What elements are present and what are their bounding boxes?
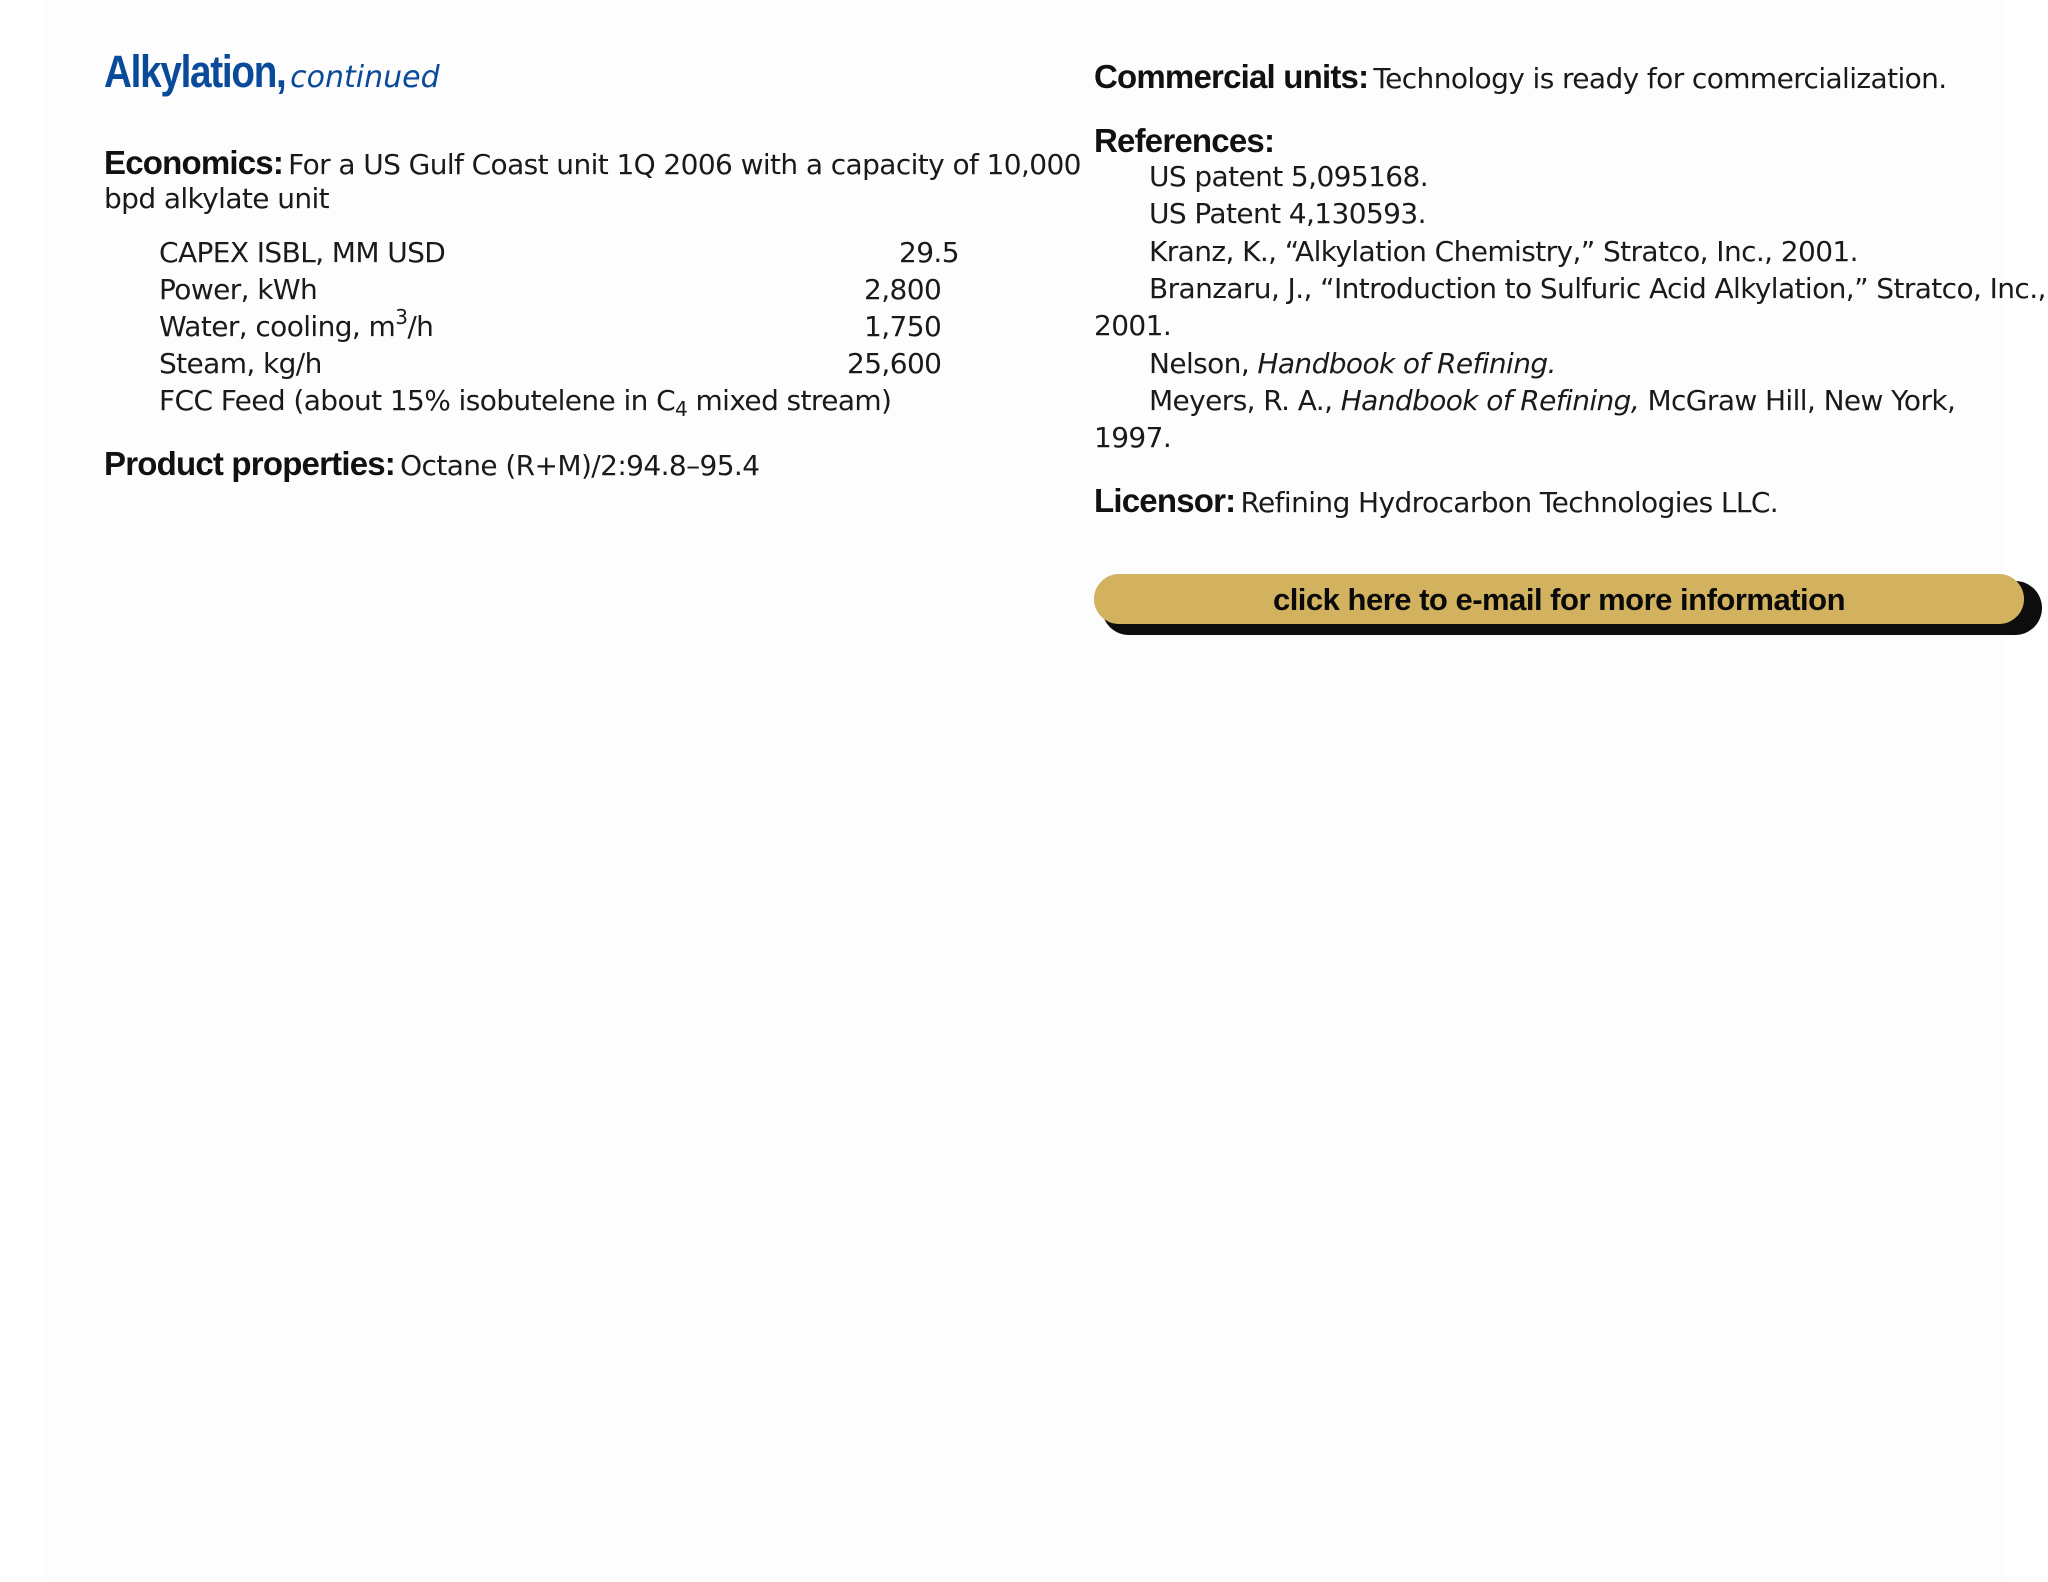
- economics-row-value: 1,750: [864, 310, 942, 343]
- title-continued: continued: [290, 60, 440, 95]
- product-label: Product properties:: [104, 445, 396, 482]
- reference-item: Nelson, Handbook of Refining.: [1149, 347, 1556, 380]
- reference-item: US patent 5,095168.: [1149, 160, 1429, 193]
- economics-row-label: Water, cooling, $m^3/h$: [159, 305, 434, 343]
- reference-item: Branzaru, J., “Introduction to Sulfuric Acid Alkylation,” Stratco, Inc.,: [1149, 272, 2046, 305]
- economics-row-label: Power, kWh: [159, 273, 318, 306]
- economics-row: [159, 305, 1009, 345]
- commercial-text: Technology is ready for commercialization.: [1373, 62, 1947, 95]
- economics-text-1: For a US Gulf Coast unit 1Q 2006 with a capacity of 10,000: [288, 148, 1081, 181]
- commercial-label: Commercial units:: [1094, 58, 1369, 95]
- economics-row: [159, 234, 1009, 271]
- title-main: Alkylation,: [104, 46, 286, 97]
- economics-feed: FCC Feed (about 15% isobutelene in $C_4$ mixed stream): [159, 384, 892, 421]
- reference-item: US Patent 4,130593.: [1149, 197, 1426, 230]
- page-title: [104, 46, 440, 98]
- economics-row-label: CAPEX ISBL, MM USD: [159, 236, 446, 269]
- economics-label: Economics:: [104, 144, 284, 181]
- commercial-units: [1094, 58, 1947, 101]
- economics-row-value: 29.5: [899, 236, 959, 269]
- email-button-label[interactable]: click here to e-mail for more information: [1094, 574, 2024, 624]
- economics-row: [159, 271, 1009, 308]
- economics-row-value: 2,800: [864, 273, 942, 306]
- page: [46, 0, 2046, 1582]
- licensor-label: Licensor:: [1094, 482, 1236, 519]
- references-label: References:: [1094, 122, 1275, 159]
- reference-item-continued: 1997.: [1094, 421, 1172, 454]
- product-text: Octane (R+M)/2:94.8–95.4: [400, 449, 760, 482]
- licensor: [1094, 482, 1778, 525]
- reference-item-continued: 2001.: [1094, 309, 1172, 342]
- reference-item: Kranz, K., “Alkylation Chemistry,” Stratco, Inc., 2001.: [1149, 235, 1858, 268]
- email-info-button[interactable]: [1094, 574, 2034, 628]
- economics-row: [159, 345, 1009, 382]
- economics-text-2: bpd alkylate unit: [104, 182, 330, 215]
- economics-row-label: Steam, kg/h: [159, 347, 322, 380]
- economics-row-value: 25,600: [847, 347, 942, 380]
- licensor-text: Refining Hydrocarbon Technologies LLC.: [1240, 486, 1779, 519]
- product-properties: [104, 445, 759, 488]
- reference-item: Meyers, R. A., Handbook of Refining, McGraw Hill, New York,: [1149, 384, 1956, 417]
